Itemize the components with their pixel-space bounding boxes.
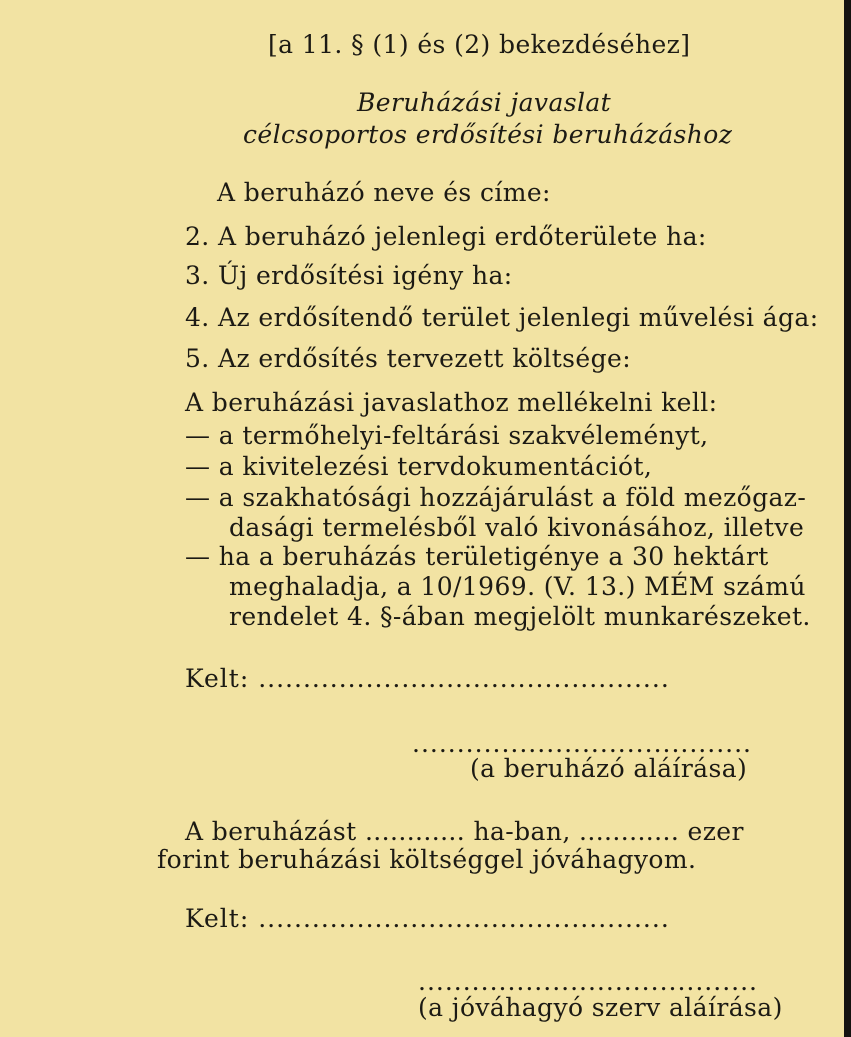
item-forest-area: 2. A beruházó jelenlegi erdőterülete ha: <box>185 222 707 251</box>
signature-caption-approver: (a jóváhagyó szerv aláírása) <box>418 993 783 1022</box>
attachments-intro: A beruházási javaslathoz mellékelni kell: <box>185 388 718 417</box>
date-field-approver: Kelt: .............................................. <box>185 904 670 933</box>
signature-caption-investor: (a beruházó aláírása) <box>470 754 748 783</box>
form-subtitle: célcsoportos erdősítési beruházáshoz <box>243 120 733 149</box>
section-reference: [a 11. § (1) és (2) bekezdéséhez] <box>268 30 691 59</box>
attachment-line: meghaladja, a 10/1969. (V. 13.) MÉM számú <box>229 572 806 601</box>
attachment-line: rendelet 4. §-ában megjelölt munkarészeket. <box>229 602 811 631</box>
item-new-afforestation: 3. Új erdősítési igény ha: <box>185 261 513 290</box>
item-investor-name: A beruházó neve és címe: <box>217 178 551 207</box>
approval-line-2: forint beruházási költséggel jóváhagyom. <box>157 845 697 874</box>
attachment-line: — a termőhelyi-feltárási szakvéleményt, <box>185 421 709 450</box>
page-edge-shadow <box>844 0 851 1037</box>
attachment-line: — a kivitelezési tervdokumentációt, <box>185 452 653 481</box>
approval-line-1: A beruházást ............ ha-ban, ............ ezer <box>185 817 744 846</box>
form-title: Beruházási javaslat <box>357 88 612 117</box>
signature-line-investor: ...................................... <box>412 729 752 758</box>
date-field-investor: Kelt: .............................................. <box>185 664 670 693</box>
item-cost: 5. Az erdősítés tervezett költsége: <box>185 344 632 373</box>
attachment-line: — ha a beruházás területigénye a 30 hektárt <box>185 542 769 571</box>
attachment-line: — a szakhatósági hozzájárulást a föld mezőgaz- <box>185 483 807 512</box>
signature-line-approver: ...................................... <box>418 967 758 996</box>
attachment-line: dasági termelésből való kivonásához, illetve <box>229 513 805 542</box>
item-land-use: 4. Az erdősítendő terület jelenlegi művelési ága: <box>185 303 819 332</box>
